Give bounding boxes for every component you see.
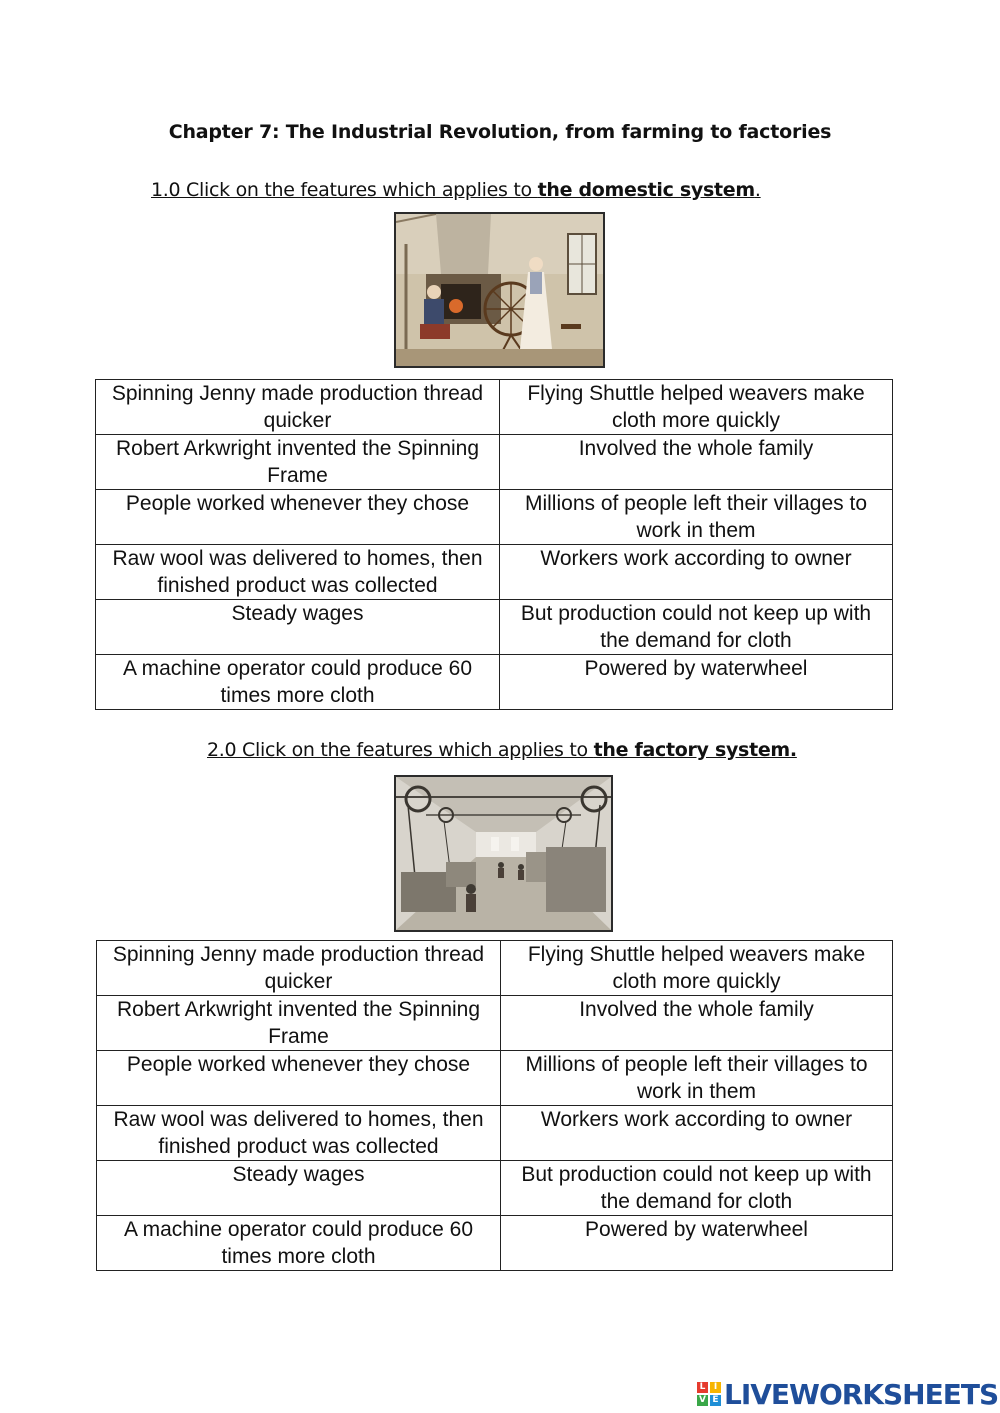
- feature-option[interactable]: Workers work according to owner: [500, 545, 893, 600]
- question-1-suffix: .: [754, 179, 761, 201]
- feature-option[interactable]: A machine operator could produce 60 times more cloth: [97, 1216, 501, 1271]
- table-row: [97, 1216, 893, 1271]
- question-1-emphasis: the domestic system: [537, 179, 755, 201]
- feature-option[interactable]: Workers work according to owner: [501, 1106, 893, 1161]
- question-1-instruction: [151, 179, 761, 201]
- factory-system-illustration: [394, 775, 613, 932]
- table-row: [96, 655, 893, 710]
- logo-mark-letter: I: [710, 1382, 721, 1393]
- table-row: [96, 545, 893, 600]
- table-row: [96, 380, 893, 435]
- table-row: [97, 941, 893, 996]
- table-row: [96, 435, 893, 490]
- feature-option[interactable]: But production could not keep up with the demand for cloth: [501, 1161, 893, 1216]
- feature-option[interactable]: Powered by waterwheel: [500, 655, 893, 710]
- domestic-system-feature-table: [95, 379, 893, 710]
- question-2-emphasis: the factory system.: [593, 739, 797, 761]
- feature-option[interactable]: Millions of people left their villages to work in them: [500, 490, 893, 545]
- feature-option[interactable]: But production could not keep up with the demand for cloth: [500, 600, 893, 655]
- feature-option[interactable]: Robert Arkwright invented the Spinning Frame: [97, 996, 501, 1051]
- table-row: [97, 996, 893, 1051]
- domestic-system-illustration: [394, 212, 605, 368]
- table-row: [96, 490, 893, 545]
- feature-option[interactable]: Steady wages: [96, 600, 500, 655]
- feature-option[interactable]: Involved the whole family: [500, 435, 893, 490]
- feature-option[interactable]: Raw wool was delivered to homes, then finished product was collected: [96, 545, 500, 600]
- question-1-prefix: 1.0 Click on the features which applies to: [151, 179, 538, 201]
- feature-option[interactable]: Flying Shuttle helped weavers make cloth more quickly: [500, 380, 893, 435]
- logo-mark-letter: E: [710, 1395, 721, 1406]
- table-row: [97, 1161, 893, 1216]
- feature-option[interactable]: Involved the whole family: [501, 996, 893, 1051]
- feature-option[interactable]: People worked whenever they chose: [97, 1051, 501, 1106]
- table-row: [96, 600, 893, 655]
- table-row: [97, 1106, 893, 1161]
- logo-mark-letter: V: [697, 1395, 708, 1406]
- feature-option[interactable]: A machine operator could produce 60 times more cloth: [96, 655, 500, 710]
- feature-option[interactable]: Steady wages: [97, 1161, 501, 1216]
- feature-option[interactable]: Raw wool was delivered to homes, then finished product was collected: [97, 1106, 501, 1161]
- feature-option[interactable]: People worked whenever they chose: [96, 490, 500, 545]
- feature-option[interactable]: Robert Arkwright invented the Spinning Frame: [96, 435, 500, 490]
- logo-mark-letter: L: [697, 1382, 708, 1393]
- question-2-instruction: [207, 739, 797, 761]
- question-2-prefix: 2.0 Click on the features which applies to: [207, 739, 594, 761]
- liveworksheets-logo-icon: [697, 1382, 721, 1406]
- feature-option[interactable]: Millions of people left their villages to work in them: [501, 1051, 893, 1106]
- logo-text: LIVEWORKSHEETS: [724, 1377, 999, 1411]
- feature-option[interactable]: Spinning Jenny made production thread quicker: [97, 941, 501, 996]
- table-row: [97, 1051, 893, 1106]
- page-title: Chapter 7: The Industrial Revolution, from farming to factories: [168, 121, 832, 143]
- feature-option[interactable]: Powered by waterwheel: [501, 1216, 893, 1271]
- factory-system-feature-table: [96, 940, 893, 1271]
- liveworksheets-logo: [697, 1378, 998, 1410]
- feature-option[interactable]: Flying Shuttle helped weavers make cloth more quickly: [501, 941, 893, 996]
- feature-option[interactable]: Spinning Jenny made production thread quicker: [96, 380, 500, 435]
